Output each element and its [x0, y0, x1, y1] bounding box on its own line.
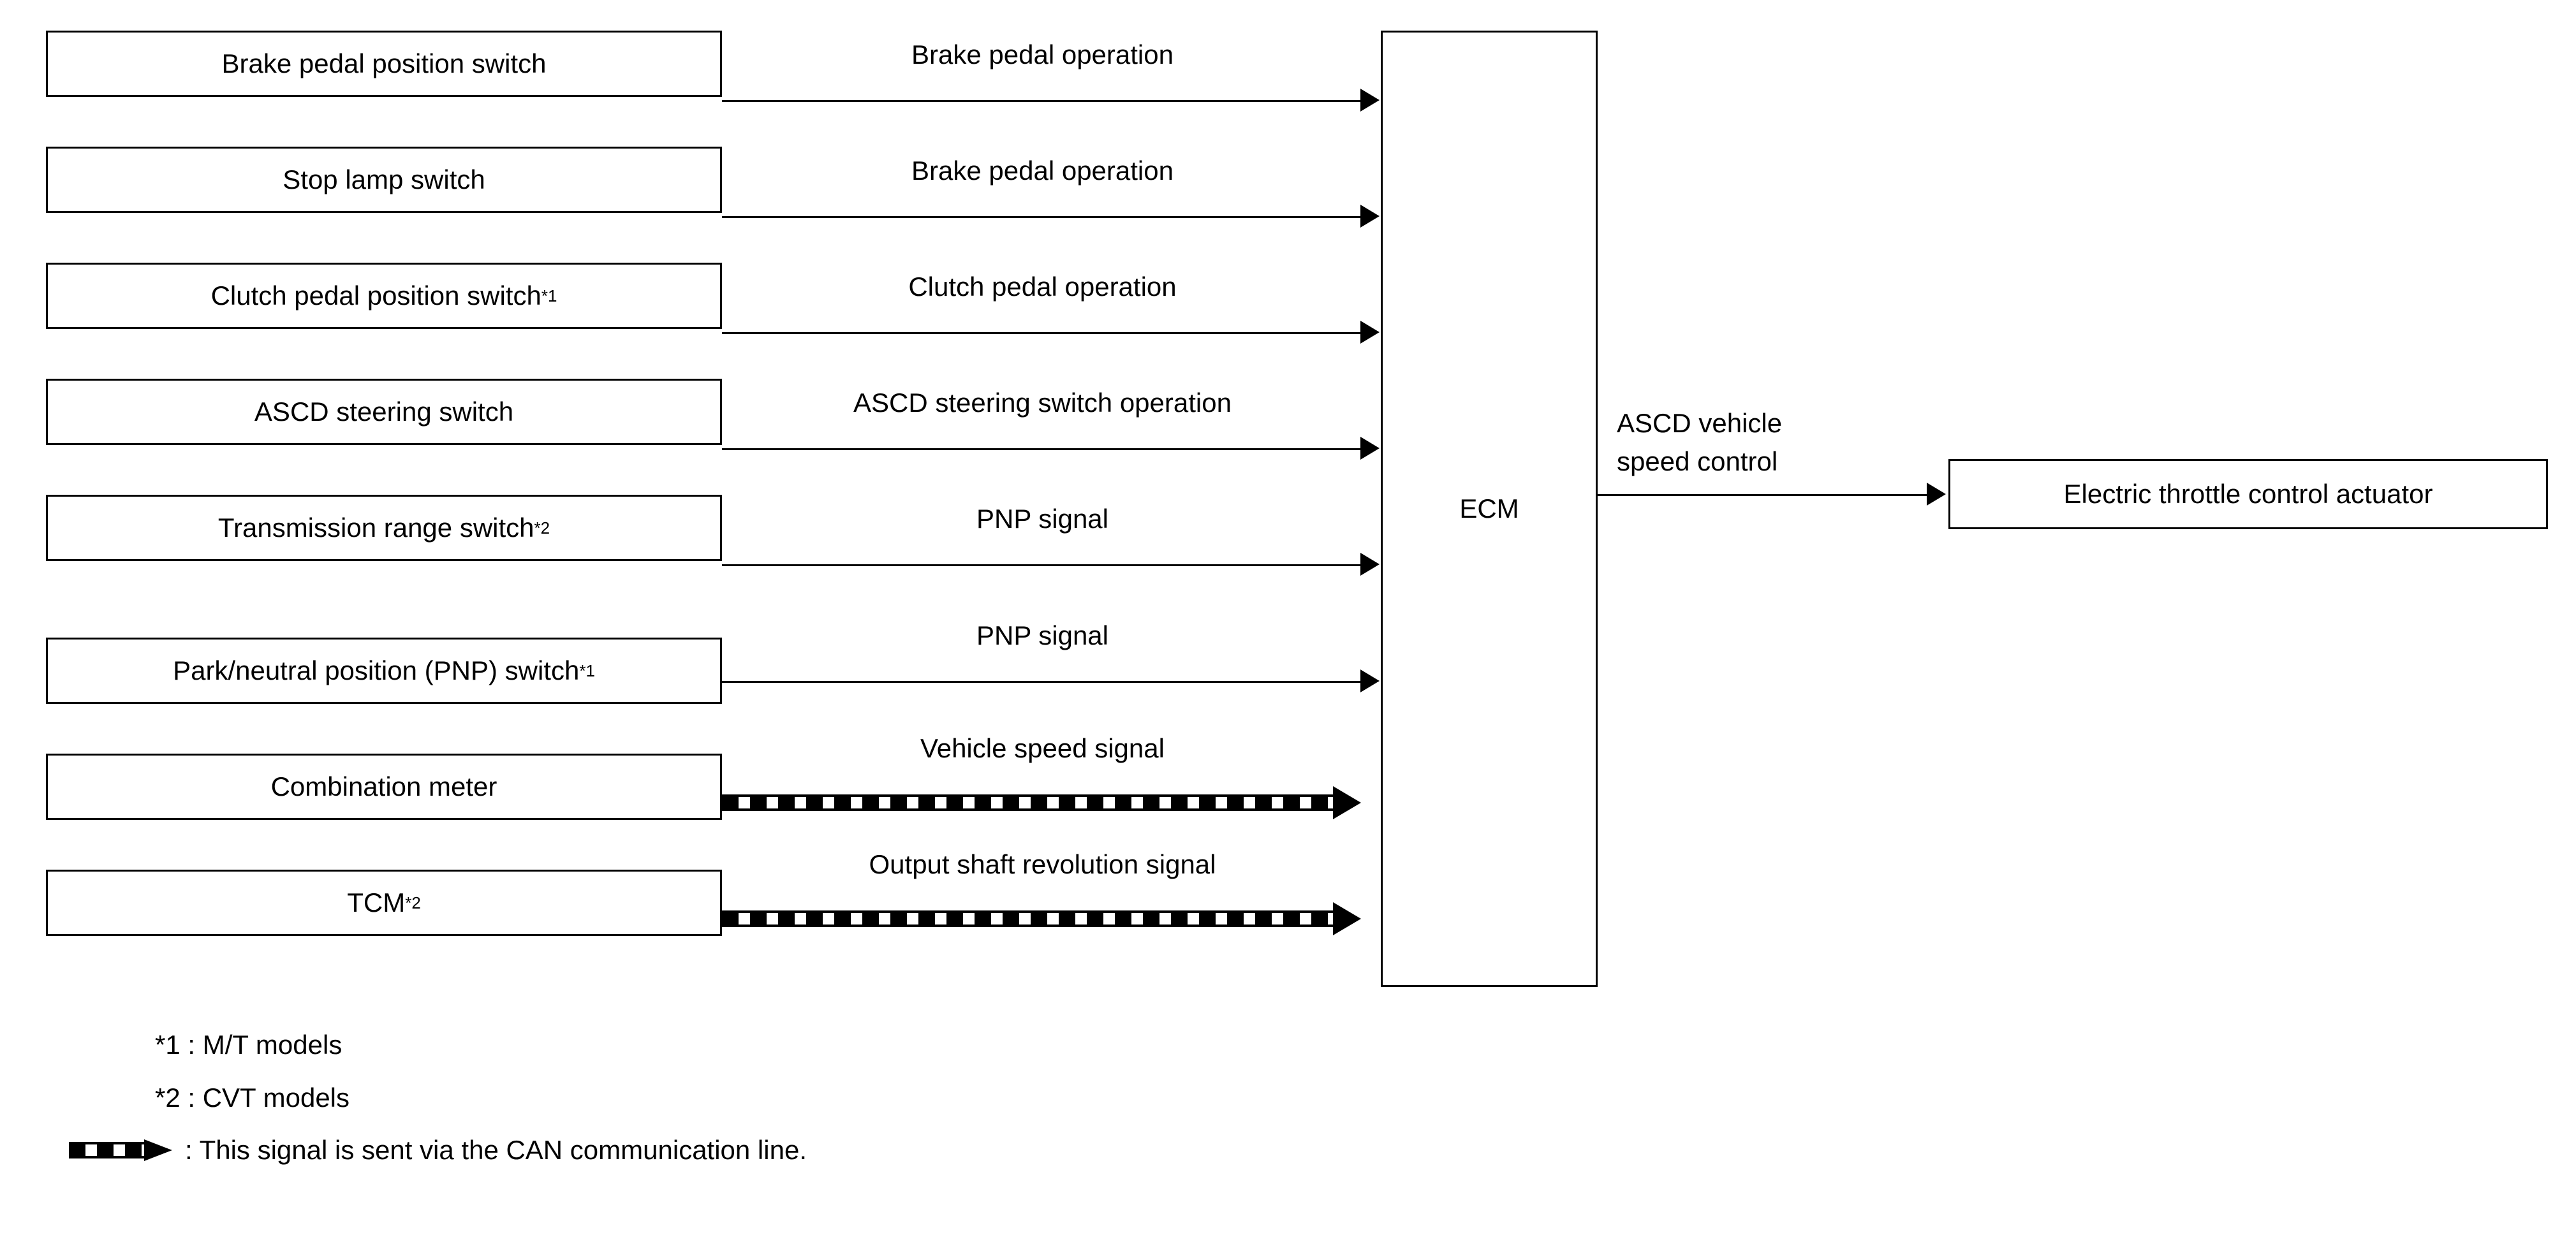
signal-label-8: Output shaft revolution signal	[869, 849, 1216, 879]
input-box-stop-lamp-switch	[46, 147, 722, 213]
input-box-label: Park/neutral position (PNP) switch	[173, 655, 580, 685]
input-box-park-neutral-position-switch: Park/neutral position (PNP) switch *1	[46, 638, 722, 704]
arrowhead-1	[1360, 89, 1380, 112]
arrowhead-2	[1360, 205, 1380, 228]
arrowhead-4	[1360, 437, 1380, 460]
input-box-transmission-range-switch: Transmission range switch *2	[46, 495, 722, 561]
output-signal-label-line2: speed control	[1617, 446, 1778, 476]
connector-line-6	[722, 681, 1363, 683]
can-arrowhead-7	[1333, 786, 1361, 819]
ecm-box	[1381, 31, 1598, 987]
legend-can-line	[69, 1135, 807, 1166]
connector-line-2	[722, 216, 1363, 218]
input-box-label: Combination meter	[270, 771, 497, 801]
output-signal-label-line1: ASCD vehicle	[1617, 408, 1783, 438]
input-box-label: Transmission range switch	[217, 512, 534, 543]
signal-label-4: ASCD steering switch operation	[853, 388, 1232, 418]
actuator-label: Electric throttle control actuator	[2063, 479, 2433, 509]
input-box-label: TCM	[347, 887, 406, 917]
signal-label-5: PNP signal	[976, 504, 1108, 534]
can-arrow-icon	[69, 1139, 177, 1161]
input-box-combination-meter	[46, 754, 722, 820]
input-box-brake-pedal-position-switch	[46, 31, 722, 97]
input-box-label: Stop lamp switch	[283, 164, 485, 194]
input-box-clutch-pedal-position-switch: Clutch pedal position switch *1	[46, 263, 722, 329]
arrowhead-6	[1360, 669, 1380, 692]
input-box-label: ASCD steering switch	[254, 396, 514, 427]
footnote-1: *1 : M/T models	[155, 1030, 342, 1060]
input-box-ascd-steering-switch	[46, 379, 722, 445]
connector-line-1	[722, 100, 1363, 102]
connector-line-output	[1598, 494, 1929, 496]
can-connector-line-8	[722, 910, 1334, 927]
electric-throttle-control-actuator-box	[1948, 459, 2548, 529]
legend-text: : This signal is sent via the CAN communication line.	[185, 1135, 807, 1165]
signal-label-1: Brake pedal operation	[911, 40, 1174, 69]
input-box-label: Clutch pedal position switch	[210, 280, 541, 311]
connector-line-5	[722, 564, 1363, 566]
arrowhead-5	[1360, 553, 1380, 576]
ecm-label: ECM	[1459, 493, 1519, 523]
can-arrowhead-8	[1333, 902, 1361, 935]
signal-label-7: Vehicle speed signal	[920, 733, 1165, 763]
connector-line-3	[722, 332, 1363, 334]
signal-label-6: PNP signal	[976, 620, 1108, 650]
input-box-label: Brake pedal position switch	[221, 48, 547, 78]
can-connector-line-7	[722, 794, 1334, 811]
arrowhead-output	[1927, 483, 1946, 506]
signal-label-2: Brake pedal operation	[911, 156, 1174, 186]
arrowhead-3	[1360, 321, 1380, 344]
input-box-tcm: TCM *2	[46, 870, 722, 936]
signal-label-3: Clutch pedal operation	[908, 272, 1177, 302]
connector-line-4	[722, 448, 1363, 450]
footnote-2: *2 : CVT models	[155, 1083, 350, 1113]
